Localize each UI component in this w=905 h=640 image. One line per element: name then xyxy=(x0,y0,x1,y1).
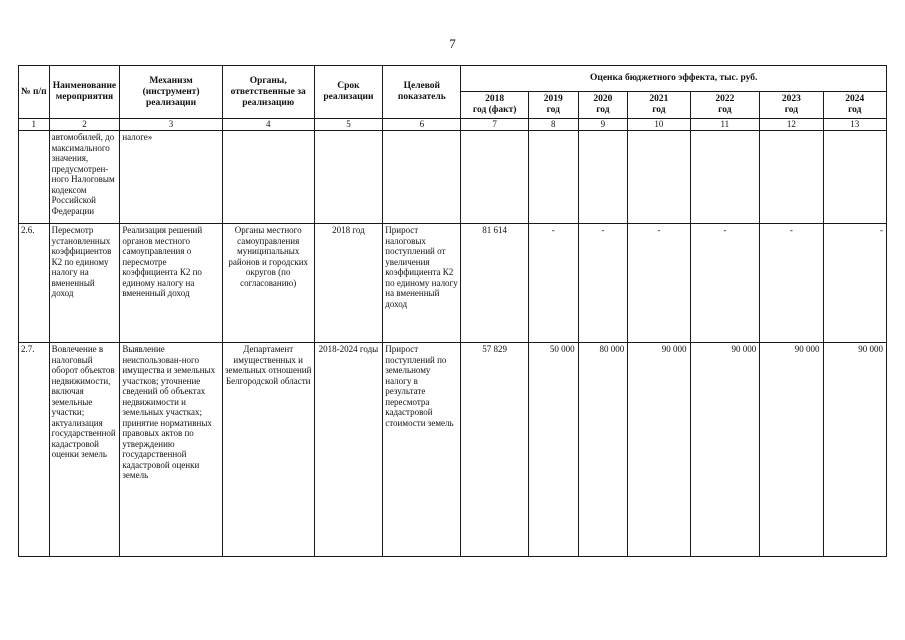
header-row-1 xyxy=(19,66,887,92)
header-year-2024: 2024 год xyxy=(823,92,886,119)
row-value-2020: 80 000 xyxy=(578,343,628,557)
row-value-2024: - xyxy=(823,224,886,343)
row-mechanism: налоге» xyxy=(120,131,222,224)
row-value-2021: 90 000 xyxy=(628,343,690,557)
row-value-2023: - xyxy=(760,224,823,343)
col-number: 8 xyxy=(528,119,578,131)
col-number: 11 xyxy=(690,119,760,131)
table-row xyxy=(19,224,887,343)
header-effect: Оценка бюджетного эффекта, тыс. руб. xyxy=(461,66,887,92)
row-name: Вовлечение в налоговый оборот объектов недвижимости, включая земельные участки; актуализация государственной кадастровой оценки земель xyxy=(49,343,120,557)
row-value-2018: 81 614 xyxy=(461,224,529,343)
row-indicator xyxy=(383,131,461,224)
row-value-2024: 90 000 xyxy=(823,343,886,557)
row-mechanism: Выявление неиспользован-ного имущества и земельных участков; уточнение сведений об объектах недвижимости и земельных участках; принятие нормативных правовых актов по утверждению государственной кадастровой оценки земель xyxy=(120,343,222,557)
row-value-2019 xyxy=(528,131,578,224)
table-row xyxy=(19,343,887,557)
col-number: 12 xyxy=(760,119,823,131)
row-value-2021 xyxy=(628,131,690,224)
budget-effect-table xyxy=(18,65,887,557)
row-term xyxy=(314,131,383,224)
row-term: 2018-2024 годы xyxy=(314,343,383,557)
header-num: № п/п xyxy=(19,66,50,119)
table-row xyxy=(19,131,887,224)
col-number: 10 xyxy=(628,119,690,131)
col-number: 6 xyxy=(383,119,461,131)
row-num: 2.7. xyxy=(19,343,50,557)
header-indicator: Целевой показатель xyxy=(383,66,461,119)
row-indicator: Прирост налоговых поступлений от увеличения коэффициента К2 по единому налогу на вмененный доход xyxy=(383,224,461,343)
header-year-2021: 2021 год xyxy=(628,92,690,119)
col-number: 2 xyxy=(49,119,120,131)
row-name: автомобилей, до максимального значения, предусмотрен-ного Налоговым кодексом Российской Федерации xyxy=(49,131,120,224)
row-value-2024 xyxy=(823,131,886,224)
header-year-2020: 2020 год xyxy=(578,92,628,119)
row-bodies xyxy=(222,131,314,224)
col-number: 5 xyxy=(314,119,383,131)
row-indicator: Прирост поступлений по земельному налогу в результате пересмотра кадастровой стоимости земель xyxy=(383,343,461,557)
header-year-2018: 2018 год (факт) xyxy=(461,92,529,119)
col-number: 7 xyxy=(461,119,529,131)
header-year-2022: 2022 год xyxy=(690,92,760,119)
header-name: Наименование мероприятия xyxy=(49,66,120,119)
header-term: Срок реализации xyxy=(314,66,383,119)
row-value-2022: 90 000 xyxy=(690,343,760,557)
row-value-2022 xyxy=(690,131,760,224)
col-number: 3 xyxy=(120,119,222,131)
row-num xyxy=(19,131,50,224)
header-bodies: Органы, ответственные за реализацию xyxy=(222,66,314,119)
col-number: 4 xyxy=(222,119,314,131)
col-number: 13 xyxy=(823,119,886,131)
row-value-2023 xyxy=(760,131,823,224)
page-number: 7 xyxy=(449,36,456,51)
header-year-2023: 2023 год xyxy=(760,92,823,119)
budget-effect-table-container xyxy=(18,65,887,557)
row-value-2018 xyxy=(461,131,529,224)
row-value-2019: - xyxy=(528,224,578,343)
row-value-2023: 90 000 xyxy=(760,343,823,557)
col-number: 1 xyxy=(19,119,50,131)
header-mechanism: Механизм (инструмент) реализации xyxy=(120,66,222,119)
row-value-2018: 57 829 xyxy=(461,343,529,557)
row-name: Пересмотр установленных коэффициентов К2 по единому налогу на вмененный доход xyxy=(49,224,120,343)
row-bodies: Департамент имущественных и земельных отношений Белгородской области xyxy=(222,343,314,557)
column-numbers-row xyxy=(19,119,887,131)
row-mechanism: Реализация решений органов местного самоуправления о пересмотре коэффициента К2 по единому налогу на вмененный доход xyxy=(120,224,222,343)
row-value-2019: 50 000 xyxy=(528,343,578,557)
row-value-2022: - xyxy=(690,224,760,343)
row-value-2020 xyxy=(578,131,628,224)
row-value-2021: - xyxy=(628,224,690,343)
header-year-2019: 2019 год xyxy=(528,92,578,119)
row-bodies: Органы местного самоуправления муниципальных районов и городских округов (по согласованию) xyxy=(222,224,314,343)
row-num: 2.6. xyxy=(19,224,50,343)
col-number: 9 xyxy=(578,119,628,131)
row-term: 2018 год xyxy=(314,224,383,343)
row-value-2020: - xyxy=(578,224,628,343)
